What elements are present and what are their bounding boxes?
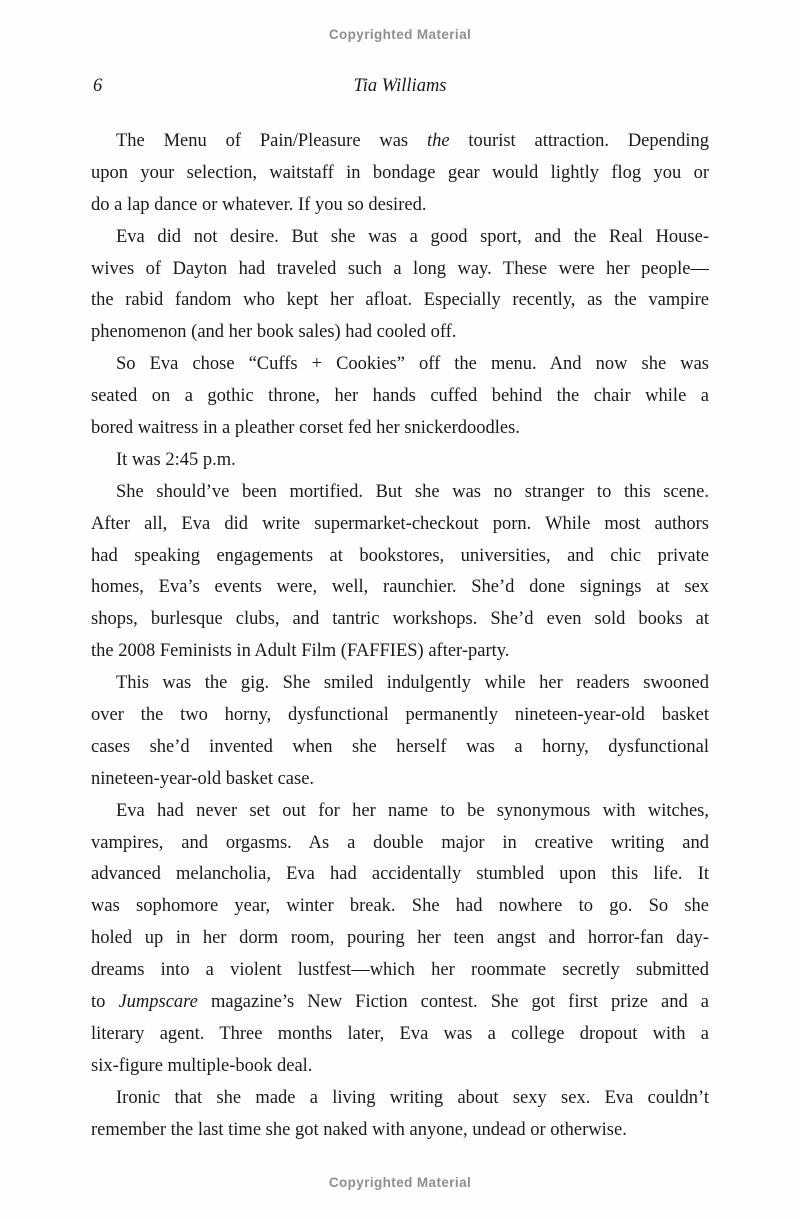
text-line <box>91 126 709 158</box>
text-line <box>91 987 709 1019</box>
copyright-notice-bottom: Copyrighted Material <box>328 1175 472 1190</box>
text-segment: So Eva chose “Cuffs + Cookies” off the menu. And now she was <box>116 354 709 375</box>
text-line <box>91 859 709 891</box>
paragraph <box>91 126 709 222</box>
text-line <box>91 764 709 796</box>
italic-text: the <box>426 131 450 151</box>
text-line <box>91 158 709 190</box>
text-segment: She should’ve been mortified. But she was no stranger to this scene. <box>116 481 709 502</box>
text-segment: Eva did not desire. But she was a good sport, and the Real House- <box>116 226 709 247</box>
text-segment: the rabid fandom who kept her afloat. Especially recently, as the vampire <box>91 290 709 311</box>
text-segment: This was the gig. She smiled indulgently while her readers swooned <box>116 673 709 694</box>
italic-text: Jumpscare <box>118 992 198 1013</box>
text-segment: magazine’s New Fiction contest. She got first prize and a <box>197 992 709 1013</box>
paragraph <box>91 222 709 350</box>
text-segment: advanced melancholia, Eva had accidentally stumbled upon this life. It <box>91 864 709 885</box>
text-segment: the 2008 Feminists in Adult Film (FAFFIES) after-party. <box>91 641 510 662</box>
text-line <box>91 604 709 636</box>
text-segment: Ironic that she made a living writing about sexy sex. Eva couldn’t <box>116 1087 709 1108</box>
text-segment: remember the last time she got naked with anyone, undead or otherwise. <box>91 1119 627 1140</box>
paragraph <box>91 477 709 668</box>
text-line <box>91 796 709 828</box>
text-segment: was sophomore year, winter break. She had nowhere to go. So she <box>91 896 709 917</box>
text-segment: holed up in her dorm room, pouring her teen angst and horror-fan day- <box>91 928 709 949</box>
text-segment: seated on a gothic throne, her hands cuffed behind the chair while a <box>91 386 709 407</box>
text-line <box>91 254 709 286</box>
text-segment: had speaking engagements at bookstores, universities, and chic private <box>91 545 709 566</box>
text-segment: tourist attraction. Depending <box>449 131 709 151</box>
paragraph <box>91 668 709 796</box>
copyright-notice-top: Copyrighted Material <box>328 27 472 42</box>
text-line <box>91 190 709 222</box>
text-segment: upon your selection, waitstaff in bondage gear would lightly flog you or <box>91 162 709 183</box>
text-line <box>91 891 709 923</box>
text-line <box>91 413 709 445</box>
text-line <box>91 828 709 860</box>
text-line <box>91 381 709 413</box>
text-segment: The Menu of Pain/Pleasure was <box>116 131 427 151</box>
running-header <box>91 74 709 98</box>
text-line <box>91 1051 709 1083</box>
running-title: Tia Williams <box>353 76 447 96</box>
text-line <box>91 317 709 349</box>
paragraph <box>91 1083 709 1147</box>
text-segment: over the two horny, dysfunctional permanently nineteen-year-old basket <box>91 705 709 726</box>
text-segment: do a lap dance or whatever. If you so desired. <box>91 194 427 215</box>
text-segment: six-figure multiple-book deal. <box>91 1055 313 1076</box>
text-line <box>91 541 709 573</box>
text-line <box>91 222 709 254</box>
text-line <box>91 285 709 317</box>
text-segment: phenomenon (and her book sales) had cooled off. <box>91 322 457 343</box>
page-number: 6 <box>93 76 103 96</box>
text-line <box>91 509 709 541</box>
text-segment: to <box>91 992 119 1013</box>
text-segment: nineteen-year-old basket case. <box>91 768 315 789</box>
paragraph <box>91 445 709 477</box>
paragraph <box>91 796 709 1083</box>
text-line <box>91 955 709 987</box>
text-line <box>91 636 709 668</box>
text-line <box>91 477 709 509</box>
text-segment: dreams into a violent lustfest—which her roommate secretly submitted <box>91 960 709 981</box>
text-line <box>91 445 709 477</box>
text-line <box>91 923 709 955</box>
text-line <box>91 349 709 381</box>
text-line <box>91 1083 709 1115</box>
text-segment: Eva had never set out for her name to be synonymous with witches, <box>116 800 709 821</box>
text-line <box>91 732 709 764</box>
text-segment: vampires, and orgasms. As a double major in creative writing and <box>91 832 709 853</box>
text-segment: shops, burlesque clubs, and tantric workshops. She’d even sold books at <box>91 609 709 630</box>
text-line <box>91 1115 709 1147</box>
text-segment: cases she’d invented when she herself was a horny, dysfunctional <box>91 736 709 757</box>
text-segment: literary agent. Three months later, Eva was a college dropout with a <box>91 1023 709 1044</box>
text-segment: homes, Eva’s events were, well, raunchier. She’d done signings at sex <box>91 577 709 598</box>
text-line <box>91 668 709 700</box>
paragraph <box>91 349 709 445</box>
text-line <box>91 1019 709 1051</box>
text-segment: After all, Eva did write supermarket-checkout porn. While most authors <box>91 513 709 534</box>
text-line <box>91 572 709 604</box>
text-segment: bored waitress in a pleather corset fed her snickerdoodles. <box>91 418 520 439</box>
text-line <box>91 700 709 732</box>
text-segment: It was 2:45 p.m. <box>116 449 236 470</box>
text-segment: wives of Dayton had traveled such a long way. These were her people— <box>91 258 709 279</box>
body-text <box>91 126 709 1147</box>
